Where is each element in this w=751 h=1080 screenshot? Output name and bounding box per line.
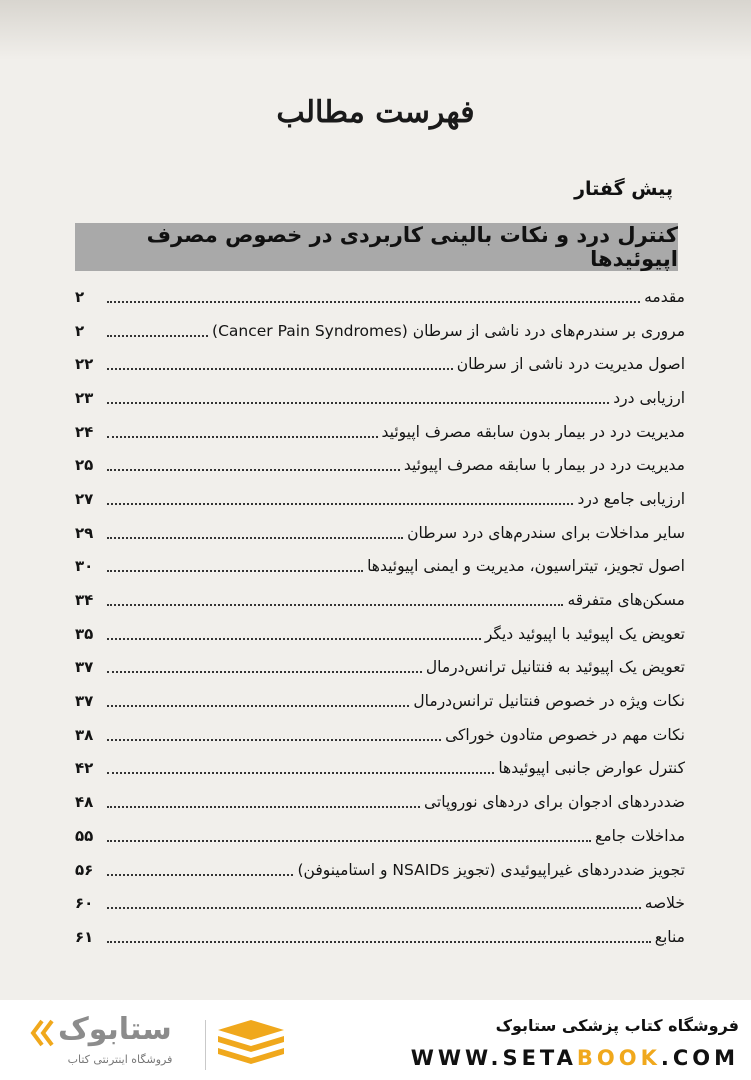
toc-page-number: ۳۷ xyxy=(75,692,94,711)
toc-entry[interactable] xyxy=(75,280,685,314)
toc-entry-title: ضددردهای ادجوان برای دردهای نوروپاتی xyxy=(424,793,685,812)
toc-entry[interactable] xyxy=(75,785,685,819)
toc-entry[interactable] xyxy=(75,448,685,482)
logo-subtitle: فروشگاه اینترنتی کتاب xyxy=(67,1053,173,1066)
toc-leader-dots xyxy=(107,874,293,876)
toc-page-number: ۴۲ xyxy=(75,759,94,778)
toc-entry-title: سایر مداخلات برای سندرم‌های درد سرطان xyxy=(407,523,685,542)
toc-leader-dots xyxy=(107,335,208,337)
toc-leader-dots xyxy=(107,907,641,909)
toc-page-number: ۵۶ xyxy=(75,860,94,879)
toc-page-number: ۳۵ xyxy=(75,624,94,643)
toc-page-number: ۴۸ xyxy=(75,793,94,812)
preface-heading: پیش گفتار xyxy=(574,178,673,200)
url-suffix: .COM xyxy=(660,1046,739,1070)
page-title: فهرست مطالب xyxy=(276,95,475,130)
toc-entry[interactable] xyxy=(75,819,685,853)
toc-entry-title: مدیریت درد در بیمار با سابقه مصرف اپیوئید xyxy=(403,456,685,475)
toc-entry[interactable] xyxy=(75,381,685,415)
toc-leader-dots xyxy=(107,638,481,640)
toc-entry[interactable] xyxy=(75,752,685,786)
toc-entry[interactable] xyxy=(75,415,685,449)
toc-leader-dots xyxy=(107,941,651,943)
toc-entry-title: مروری بر سندرم‌های درد ناشی از سرطان (Cancer Pain Syndromes) xyxy=(212,321,685,340)
toc-entry-title: مسکن‌های متفرقه xyxy=(567,591,685,610)
toc-entry[interactable] xyxy=(75,583,685,617)
toc-page-number: ۳۸ xyxy=(75,725,94,744)
toc-page-number: ۶۰ xyxy=(75,894,94,913)
toc-entry[interactable] xyxy=(75,482,685,516)
toc-entry-title: تجویز ضددردهای غیراپیوئیدی (تجویز NSAIDs و استامینوفن) xyxy=(297,860,685,879)
book-stack-logo-icon xyxy=(216,1018,286,1070)
toc-page-number: ۳۰ xyxy=(75,557,94,576)
toc-entry-title: تعویض یک اپیوئید به فنتانیل ترانس‌درمال xyxy=(425,658,685,677)
toc-entry[interactable] xyxy=(75,718,685,752)
chevrons-left-icon xyxy=(30,1018,56,1048)
toc-page-number: ۲۴ xyxy=(75,422,94,441)
toc-entry-title: تعویض یک اپیوئید با اپیوئید دیگر xyxy=(484,624,685,643)
store-name: فروشگاه کتاب پزشکی ستابوک xyxy=(495,1016,739,1035)
toc-leader-dots xyxy=(107,604,563,606)
chapter-title: کنترل درد و نکات بالینی کاربردی در خصوص مصرف اپیوئیدها xyxy=(146,223,678,271)
toc-entry-title: نکات مهم در خصوص متادون خوراکی xyxy=(445,725,685,744)
logo-wordmark: ستابوک xyxy=(58,1012,172,1047)
toc-page-number: ۵۵ xyxy=(75,826,94,845)
toc-leader-dots xyxy=(107,739,441,741)
table-of-contents xyxy=(75,280,685,954)
toc-page-number: ۲۵ xyxy=(75,456,94,475)
toc-entry[interactable] xyxy=(75,314,685,348)
toc-leader-dots xyxy=(107,537,403,539)
toc-page-number: ۲ xyxy=(75,287,85,306)
toc-entry[interactable] xyxy=(75,886,685,920)
url-prefix: WWW.SETA xyxy=(410,1046,577,1070)
toc-leader-dots xyxy=(107,671,422,673)
toc-leader-dots xyxy=(107,301,640,303)
toc-page-number: ۳۴ xyxy=(75,591,94,610)
toc-page-number: ۲ xyxy=(75,321,85,340)
toc-entry[interactable] xyxy=(75,651,685,685)
toc-entry[interactable] xyxy=(75,617,685,651)
toc-page-number: ۲۲ xyxy=(75,355,94,374)
toc-page-number: ۲۹ xyxy=(75,523,94,542)
toc-entry[interactable] xyxy=(75,550,685,584)
toc-entry-title: منابع xyxy=(654,927,685,946)
toc-entry[interactable] xyxy=(75,347,685,381)
toc-page-number: ۲۷ xyxy=(75,489,94,508)
toc-entry[interactable] xyxy=(75,516,685,550)
toc-page-number: ۲۳ xyxy=(75,388,94,407)
toc-leader-dots xyxy=(107,772,494,774)
toc-leader-dots xyxy=(107,570,363,572)
toc-page-number: ۳۷ xyxy=(75,658,94,677)
url-accent: BOOK xyxy=(576,1046,661,1070)
toc-leader-dots xyxy=(107,806,420,808)
toc-entry[interactable] xyxy=(75,853,685,887)
toc-entry-title: نکات ویژه در خصوص فنتانیل ترانس‌درمال xyxy=(413,692,685,711)
toc-entry-title: مدیریت درد در بیمار بدون سابقه مصرف اپیوئید xyxy=(381,422,685,441)
toc-leader-dots xyxy=(107,503,573,505)
toc-entry[interactable] xyxy=(75,684,685,718)
toc-entry-title: ارزیابی درد xyxy=(613,388,685,407)
toc-leader-dots xyxy=(107,705,409,707)
toc-leader-dots xyxy=(107,436,378,438)
logo-divider xyxy=(205,1020,206,1070)
toc-entry-title: ارزیابی جامع درد xyxy=(577,489,685,508)
toc-entry-title: مداخلات جامع xyxy=(595,826,685,845)
toc-leader-dots xyxy=(107,469,400,471)
toc-entry-title: خلاصه xyxy=(644,894,685,913)
toc-entry-title: اصول مدیریت درد ناشی از سرطان xyxy=(456,355,685,374)
toc-entry-title: اصول تجویز، تیتراسیون، مدیریت و ایمنی اپیوئیدها xyxy=(367,557,685,576)
toc-page-number: ۶۱ xyxy=(75,927,94,946)
toc-entry-title: مقدمه xyxy=(644,287,685,306)
toc-leader-dots xyxy=(107,368,453,370)
toc-leader-dots xyxy=(107,402,609,404)
toc-leader-dots xyxy=(107,840,591,842)
toc-entry[interactable] xyxy=(75,920,685,954)
chapter-header xyxy=(75,223,678,271)
toc-entry-title: کنترل عوارض جانبی اپیوئیدها xyxy=(498,759,685,778)
store-url[interactable] xyxy=(411,1046,739,1070)
